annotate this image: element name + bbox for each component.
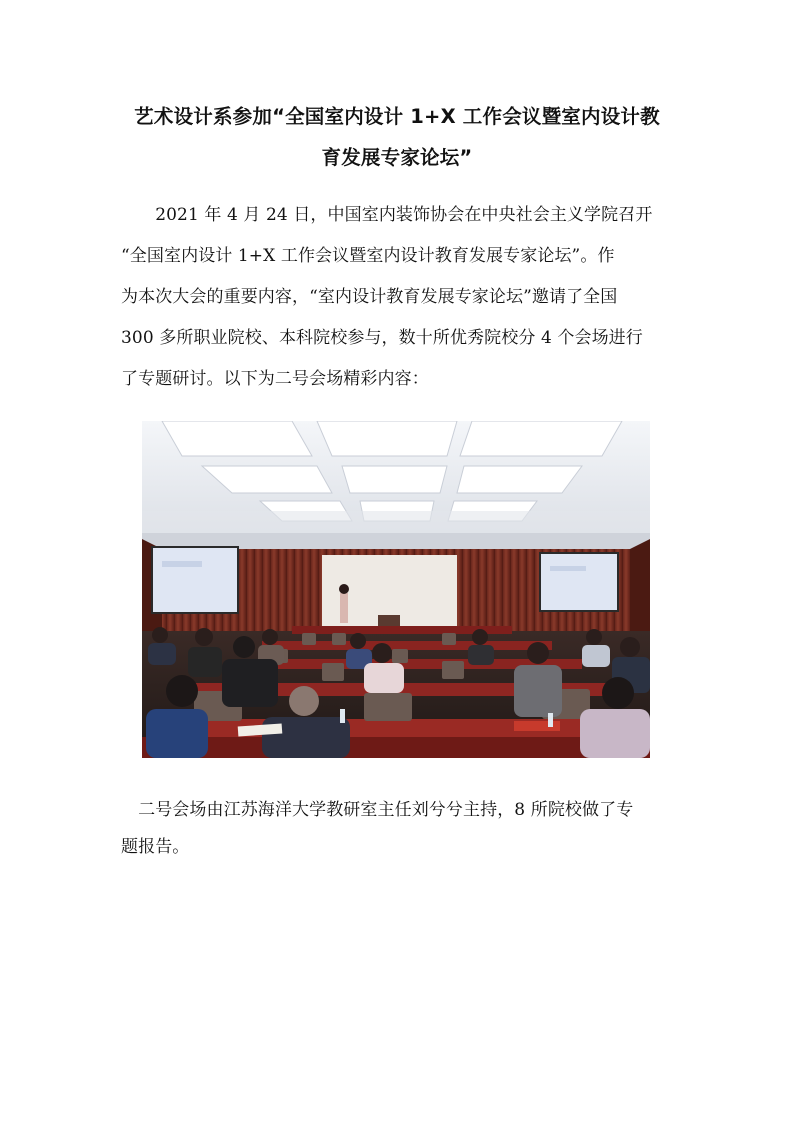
paragraph-1-line-1: 2021 年 4 月 24 日，中国室内装饰协会在中央社会主义学院召开	[121, 205, 653, 225]
paragraph-1-line-5: 了专题研讨。以下为二号会场精彩内容：	[121, 369, 429, 389]
paragraph-2-line-1: 二号会场由江苏海洋大学教研室主任刘兮兮主持，8 所院校做了专	[121, 800, 634, 820]
left-screen	[152, 547, 238, 613]
paragraph-1-line-3: 为本次大会的重要内容，“室内设计教育发展专家论坛”邀请了全国	[121, 287, 618, 307]
conference-room-photo	[142, 421, 650, 758]
paragraph-1-line-2: “全国室内设计 1+X 工作会议暨室内设计教育发展专家论坛”。作	[121, 246, 615, 266]
paragraph-2-line-2: 题报告。	[121, 837, 190, 857]
paragraph-1-line-4: 300 多所职业院校、本科院校参与，数十所优秀院校分 4 个会场进行	[121, 328, 643, 348]
speaker	[340, 593, 348, 623]
document-title-line-2: 育发展专家论坛”	[321, 146, 473, 169]
right-screen	[540, 553, 618, 611]
document-title-line-1: 艺术设计系参加“全国室内设计 1+X 工作会议暨室内设计教	[134, 105, 660, 128]
